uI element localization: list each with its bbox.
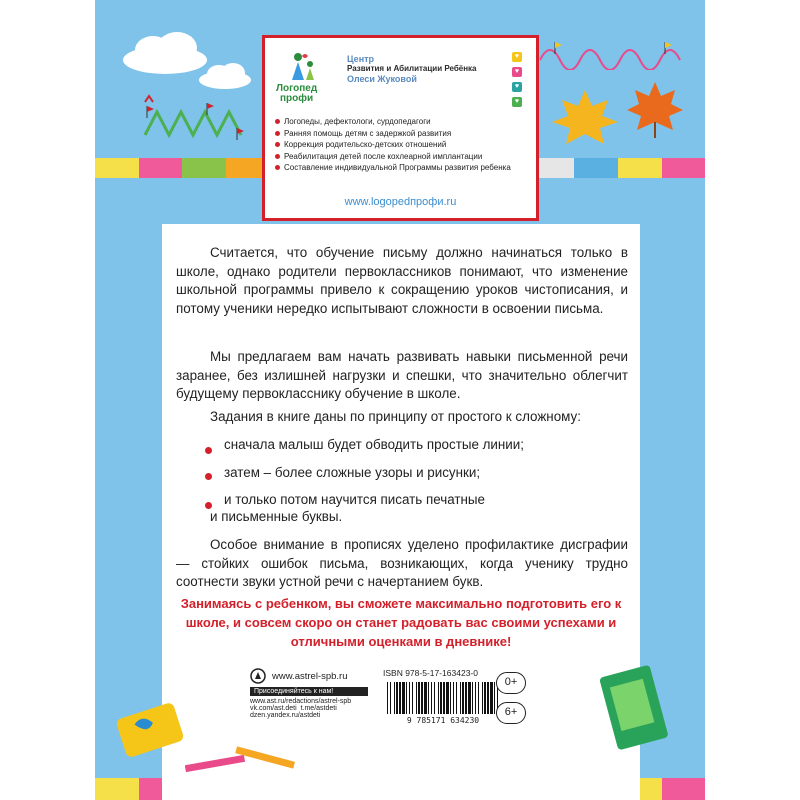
list-item: Логопеды, дефектологи, сурдопедагоги	[275, 116, 525, 128]
services-list	[275, 116, 525, 174]
barcode-bar	[424, 682, 427, 714]
barcode-bar	[396, 682, 398, 714]
barcode-bar	[390, 682, 391, 714]
pencil-case-icon	[112, 690, 192, 770]
bullet-3-line-2: и письменные буквы.	[210, 509, 343, 524]
publisher-site[interactable]: www.astrel-spb.ru	[272, 670, 348, 682]
publisher-logo-icon	[250, 668, 266, 684]
barcode-bar	[412, 682, 413, 714]
barcode-digits: 9 785171 634230	[406, 716, 480, 725]
list-item: Коррекция родительско-детских отношений	[275, 139, 525, 151]
social-link[interactable]: vk.com/ast.deti	[250, 705, 297, 712]
barcode-bar	[394, 682, 395, 714]
highlight-text: Занимаясь с ребенком, вы сможете максимально подготовить его к школе, и совсем скоро он станет радовать вас своими успехами и отличными оценками в дневнике!	[180, 596, 622, 649]
barcode-bar	[484, 682, 486, 714]
logo-name: Логопед профи	[276, 83, 318, 104]
loop-line-decoration	[540, 40, 690, 70]
social-link[interactable]: t.me/astdeti	[300, 705, 337, 712]
stripe-segment	[139, 158, 183, 178]
paragraph-1: Считается, что обучение письму должно начинаться только в школе, однако родители первоклассников понимают, что изменение школьной программы привело к сокращению уроков чистописания, и потому ученики нередко испытывают сложности в освоении письма.	[176, 245, 628, 316]
barcode-bar	[465, 682, 467, 714]
stripe-segment	[574, 158, 618, 178]
barcode-bar	[421, 682, 423, 714]
barcode-bar	[453, 682, 454, 714]
bullet-1: сначала малыш будет обводить простые линии;	[224, 437, 524, 452]
cloud-icon	[195, 60, 255, 90]
heart-icon: ♥	[512, 67, 522, 77]
social-link[interactable]: dzen.yandex.ru/astdeti	[250, 712, 321, 719]
barcode-bar	[399, 682, 401, 714]
barcode-bar	[494, 682, 495, 714]
paragraph-3: Задания в книге даны по принципу от простого к сложному:	[210, 409, 581, 424]
barcode-bar	[478, 682, 479, 714]
barcode-bar	[409, 682, 410, 714]
stripe-segment	[618, 158, 662, 178]
isbn-number: ISBN 978-5-17-163423-0	[383, 668, 478, 678]
barcode-bar	[431, 682, 432, 714]
list-item: Составление индивидуальной Программы развития ребенка	[275, 162, 525, 174]
age-rating-badge: 0+	[496, 672, 526, 694]
bullet-icon	[205, 473, 212, 480]
barcode-bar	[416, 682, 417, 714]
stripe-segment	[662, 158, 705, 178]
barcode-bar	[487, 682, 489, 714]
bullet-2: затем – более сложные узоры и рисунки;	[224, 465, 481, 480]
social-link[interactable]: www.ast.ru/redactions/astrel-spb	[250, 698, 352, 705]
barcode-bar	[434, 682, 435, 714]
list-item: Ранняя помощь детям с задержкой развития	[275, 128, 525, 140]
list-item: Реабилитация детей после кохлеарной имплантации	[275, 151, 525, 163]
barcode-bar	[418, 682, 420, 714]
bullet-3-line-1: и только потом научится писать печатные	[224, 492, 485, 507]
bullet-icon	[205, 447, 212, 454]
heart-icons	[512, 52, 522, 107]
center-title: Центр Развития и Абилитации Ребёнка Олеси Жуковой	[347, 54, 477, 84]
barcode-bar	[450, 682, 451, 714]
barcode-bar	[460, 682, 461, 714]
barcode-bar	[428, 682, 429, 714]
website-link[interactable]: www.logopedпрофи.ru	[344, 196, 457, 208]
paragraph-2: Мы предлагаем вам начать развивать навыки письменной речи заранее, без излишней нагрузки и спешки, что значительно облегчит будущему первокласснику обучение в школе.	[176, 349, 628, 401]
autumn-leaf-icon	[550, 88, 620, 148]
barcode-bar	[468, 682, 471, 714]
barcode-bar	[472, 682, 473, 714]
flags-decoration	[145, 98, 255, 148]
heart-icon: ♥	[512, 52, 522, 62]
notebook-icon	[600, 660, 670, 760]
barcode-bar	[443, 682, 445, 714]
stripe-segment	[182, 158, 226, 178]
stripe-segment	[662, 778, 705, 800]
barcode-bar	[402, 682, 405, 714]
logoped-info-box	[262, 35, 539, 221]
barcode-bar	[462, 682, 464, 714]
barcode-bar	[406, 682, 407, 714]
barcode-bar	[446, 682, 449, 714]
heart-icon: ♥	[512, 97, 522, 107]
stripe-segment	[95, 778, 139, 800]
barcode-bar	[438, 682, 439, 714]
pencils-icon	[185, 740, 305, 780]
barcode-bar	[440, 682, 442, 714]
maple-leaf-icon	[625, 80, 685, 140]
barcode-bar	[387, 682, 388, 714]
age-rating-badge: 6+	[496, 702, 526, 724]
join-banner: Присоединяйтесь к нам!	[250, 687, 368, 696]
barcode-bar	[475, 682, 476, 714]
barcode-bar	[456, 682, 457, 714]
barcode-bar	[490, 682, 493, 714]
stripe-segment	[95, 158, 139, 178]
barcode-bar	[482, 682, 483, 714]
paragraph-4: Особое внимание в прописях уделено профилактике дисграфии — стойких ошибок письма, возникающих, когда ученику трудно соотнести звуки устной речи с начертанием букв.	[176, 537, 628, 589]
heart-icon: ♥	[512, 82, 522, 92]
